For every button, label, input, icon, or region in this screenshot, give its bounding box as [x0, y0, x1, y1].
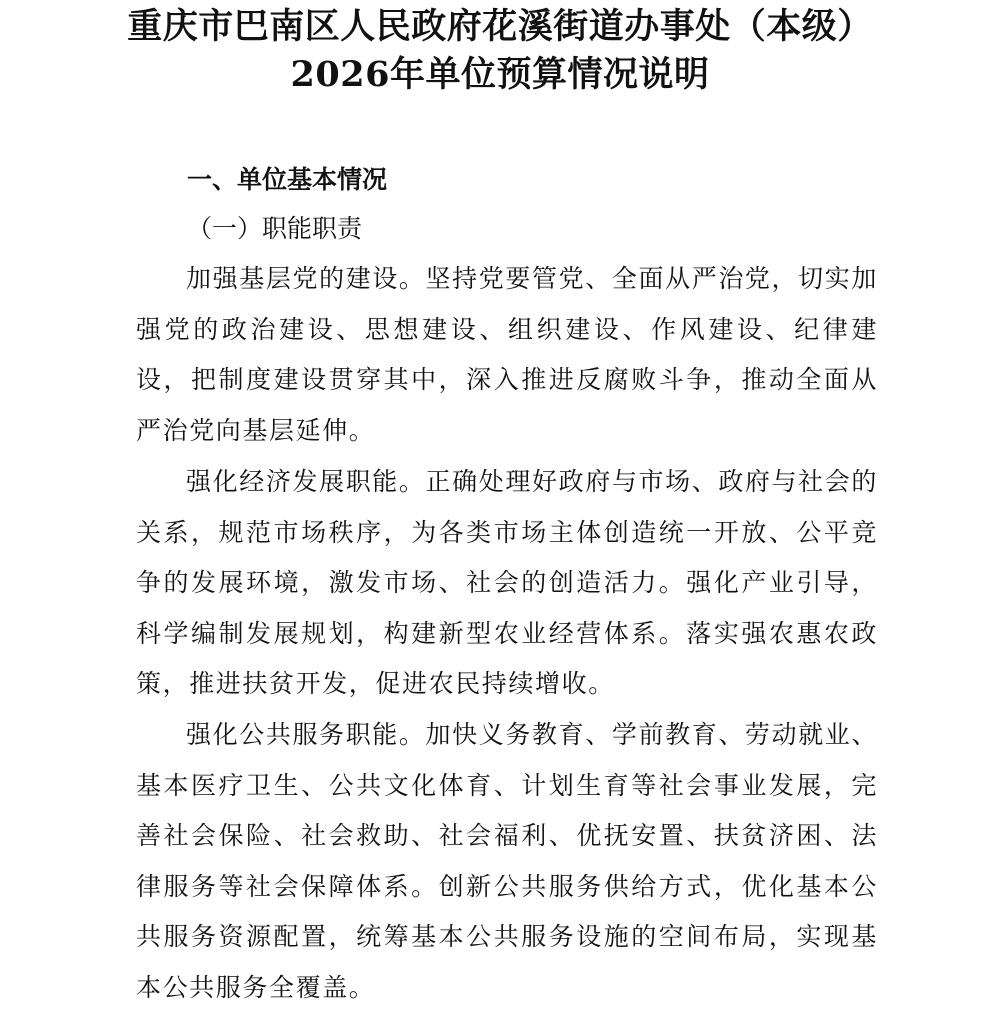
document-title-line-1: 重庆市巴南区人民政府花溪街道办事处（本级） — [127, 6, 873, 47]
paragraph-public-services: 强化公共服务职能。加快义务教育、学前教育、劳动就业、基本医疗卫生、公共文化体育、计划生育等社会事业发展，完善社会保险、社会救助、社会福利、优抚安置、扶贫济困、法律服务等社会保障体系。创新公共服务供给方式，优化基本公共服务资源配置，统筹基本公共服务设施的空间布局，实现基本公共服务全覆盖。 — [136, 720, 878, 1002]
sub-heading: （一）职能职责 — [187, 214, 363, 243]
document-title-line-2: 2026年单位预算情况说明 — [290, 54, 710, 95]
paragraph-economic-development: 强化经济发展职能。正确处理好政府与市场、政府与社会的关系，规范市场秩序，为各类市场主体创造统一开放、公平竞争的发展环境，激发市场、社会的创造活力。强化产业引导，科学编制发展规划，构建新型农业经营体系。落实强农惠农政策，推进扶贫开发，促进农民持续增收。 — [136, 467, 878, 699]
section-heading: 一、单位基本情况 — [187, 165, 388, 194]
paragraph-party-building: 加强基层党的建设。坚持党要管党、全面从严治党，切实加强党的政治建设、思想建设、组织建设、作风建设、纪律建设，把制度建设贯穿其中，深入推进反腐败斗争，推动全面从严治党向基层延伸。 — [136, 264, 878, 445]
